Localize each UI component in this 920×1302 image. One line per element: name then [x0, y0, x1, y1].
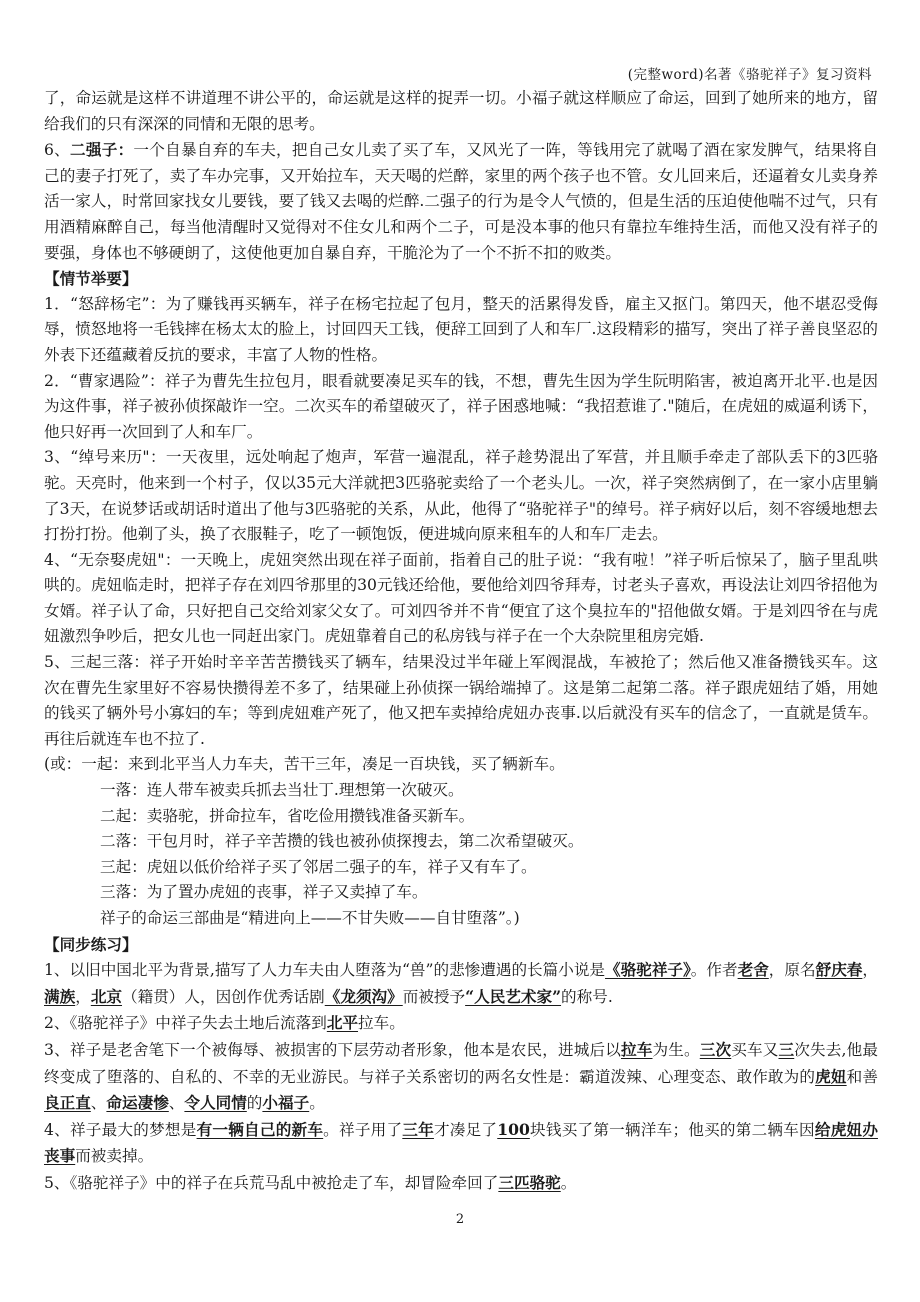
- question-text: 而被授予: [402, 987, 466, 1006]
- plot-item: 1．“怒辞杨宅”：为了赚钱再买辆车，祥子在杨宅拉起了包月，整天的活累得发昏，雇主又抠门。第四天，他不堪忍受侮辱，愤怒地将一毛钱摔在杨太太的脸上，讨回四天工钱，便辞工回到了人和车厂.这段精彩的描写，突出了祥子善良坚忍的外表下还蕴藏着反抗的要求，丰富了人物的性格。: [44, 294, 878, 364]
- question-text: 次失去,他最终变成了堕落的、自私的、不幸的无业游民。与祥子关系密切的两名女性是：霸道泼辣、心理变态、敢作敢为的: [44, 1040, 878, 1086]
- answer-text: 命运凄惨: [106, 1093, 169, 1113]
- alt-summary-line: 一落：连人带车被卖兵抓去当壮丁.理想第一次破灭。: [100, 781, 464, 800]
- practice-question-3: [44, 1037, 878, 1117]
- practice-question-4: [44, 1117, 878, 1170]
- question-text: 、: [168, 1094, 185, 1113]
- character-description: 一个自暴自弃的车夫，把自己女儿卖了买了车，又风光了一阵，等钱用完了就喝了酒在家发脾气，结果将自己的妻子打死了，卖了车办完事，又开始拉车，天天喝的烂醉，家里的两个孩子也不管。女儿回来后，还逼着女儿卖身养活一家人，时常回家找女儿要钱，要了钱又去喝的烂醉.二强子的行为是令人气愤的，但是生活的压迫使他喘不过气，只有用酒精麻醉自己，每当他清醒时又觉得对不住女儿和两个二子，可是没本事的他只有靠拉车维持生活，而他又没有祥子的要强，身体也不够硬朗了，这使他更加自暴自弃，干脆沦为了一个不折不扣的败类。: [44, 141, 878, 262]
- plot-item: 2．“曹家遇险”：祥子为曹先生拉包月，眼看就要凑足买车的钱，不想，曹先生因为学生阮明陷害，被迫离开北平.也是因为这件事，祥子被孙侦探敲诈一空。二次买车的希望破灭了，祥子困惑地喊：“我招惹谁了."随后，在虎妞的威逼利诱下，他只好再一次回到了人和车厂。: [44, 371, 878, 441]
- document-body: [44, 86, 878, 1197]
- answer-text: 良正直: [44, 1093, 91, 1113]
- item-number: 6、: [44, 141, 71, 160]
- question-text: 。祥子用了: [323, 1120, 403, 1139]
- question-text: 。: [309, 1094, 325, 1113]
- answer-text: 北京: [90, 986, 123, 1006]
- practice-question-2: [44, 1010, 878, 1037]
- answer-text: 100: [497, 1119, 530, 1139]
- practice-question-1: [44, 957, 878, 1010]
- question-text: 2、《骆驼祥子》中祥子失去土地后流落到: [44, 1014, 327, 1033]
- question-text: 1、以旧中国北平为背景,描写了人力车夫由人堕落为“兽”的悲惨遭遇的长篇小说是: [44, 961, 606, 980]
- page-number: 2: [455, 1212, 465, 1227]
- alt-summary-line: (或：一起：来到北平当人力车夫，苦干三年，凑足一百块钱，买了辆新车。: [44, 755, 565, 774]
- question-text: 块钱买了第一辆洋车；他买的第二辆车因: [529, 1120, 815, 1139]
- question-text: 。作者: [690, 961, 738, 980]
- answer-text: 拉车: [621, 1039, 653, 1059]
- plot-item: 3、“绰号来历"：一天夜里，远处响起了炮声，军营一遍混乱，祥子趁势混出了军营，并且顺手牵走了部队丢下的3匹骆驼。天亮时，他来到一个村子，仅以35元大洋就把3匹骆驼卖给了一个老头儿。一次，祥子突然病倒了，在一家小店里躺了3天，在说梦话或胡话时道出了他与3匹骆驼的关系，从此，他得了“骆驼祥子"的绰号。祥子病好以后，刻不容缓地想去打扮打扮。他剃了头，换了衣服鞋子，吃了一顿饱饭，便进城向原来租车的人和车厂走去。: [44, 448, 878, 544]
- question-text: 而被卖掉。: [75, 1147, 154, 1166]
- question-text: （籍贯）人，因创作优秀话剧: [122, 987, 325, 1006]
- question-text: 的: [246, 1094, 263, 1113]
- question-text: 买车又: [731, 1040, 779, 1059]
- question-text: 3、祥子是老舍笔下一个被侮辱、被损害的下层劳动者形象，他本是农民，进城后以: [44, 1040, 621, 1059]
- question-text: 为生。: [652, 1040, 700, 1059]
- practice-question-5: [44, 1170, 878, 1197]
- answer-text: 《骆驼祥子》: [605, 960, 691, 980]
- question-text: 和善: [846, 1067, 878, 1086]
- question-text: 的称号.: [561, 987, 613, 1006]
- answer-text: 虎妞: [815, 1066, 847, 1086]
- alt-summary-line: 三起：虎妞以低价给祥子买了邻居二强子的车，祥子又有车了。: [100, 857, 537, 876]
- alt-summary-line: 三落：为了置办虎妞的丧事，祥子又卖掉了车。: [100, 883, 428, 902]
- answer-text: 《龙须沟》: [324, 986, 403, 1006]
- question-text: 拉车。: [358, 1014, 405, 1033]
- paragraph-erqiangzi: [44, 137, 878, 266]
- answer-text: “人民艺术家”: [465, 986, 562, 1006]
- answer-text: 北平: [326, 1013, 359, 1033]
- alt-summary-line: 二起：卖骆驼，拼命拉车，省吃俭用攒钱准备买新车。: [100, 806, 475, 825]
- answer-text: 三年: [402, 1119, 434, 1139]
- question-text: ，: [862, 961, 878, 980]
- plot-item: 5、三起三落：祥子开始时辛辛苦苦攒钱买了辆车，结果没过半年碰上军阀混战，车被抢了；然后他又准备攒钱买车。这次在曹先生家里好不容易快攒得差不多了，结果碰上孙侦探一锅给端掉了。这是第二起第二落。祥子跟虎妞结了婚，用她的钱买了辆外号小寡妇的车；等到虎妞难产死了，他又把车卖掉给虎妞办丧事.以后就没有买车的信念了，一直就是赁车。再往后就连车也不拉了.: [44, 653, 878, 748]
- answer-text: 有一辆自己的新车: [196, 1119, 324, 1139]
- answer-text: 满族: [44, 986, 76, 1006]
- answer-text: 给虎妞办丧事: [44, 1119, 878, 1166]
- alt-summary-line: 祥子的命运三部曲是“精进向上——不甘失败——自甘堕落”。): [100, 909, 520, 927]
- answer-text: 三匹骆驼: [498, 1172, 561, 1192]
- answer-text: 舒庆春: [815, 960, 863, 980]
- question-text: 。: [560, 1173, 577, 1192]
- answer-text: 令人同情: [184, 1093, 247, 1113]
- question-text: ，原名: [768, 961, 816, 980]
- section-heading-plot: 【情节举要】: [44, 269, 138, 289]
- question-text: 、: [90, 1094, 107, 1113]
- page-header: (完整word)名著《骆驼祥子》复习资料: [627, 67, 872, 83]
- character-label: 二强子：: [70, 140, 134, 160]
- answer-text: 三: [778, 1039, 795, 1059]
- paragraph-xiaofuzi-end: 了，命运就是这样不讲道理不讲公平的，命运就是这样的捉弄一切。小福子就这样顺应了命运，回到了她所来的地方，留给我们的只有深深的同情和无限的思考。: [44, 89, 878, 133]
- section-heading-practice: 【同步练习】: [44, 934, 138, 954]
- question-text: 4、祥子最大的梦想是: [44, 1120, 197, 1139]
- alt-summary-line: 二落：干包月时，祥子辛苦攒的钱也被孙侦探搜去，第二次希望破灭。: [100, 832, 584, 851]
- answer-text: 老舍: [737, 960, 769, 980]
- answer-text: 小福子: [262, 1093, 310, 1113]
- answer-text: 三次: [699, 1039, 732, 1059]
- question-text: ，: [75, 987, 91, 1006]
- question-text: 才凑足了: [433, 1120, 498, 1139]
- question-text: 5、《骆驼祥子》中的祥子在兵荒马乱中被抢走了车，却冒险牵回了: [44, 1173, 499, 1192]
- plot-item: 4、“无奈娶虎妞"：一天晚上，虎妞突然出现在祥子面前，指着自己的肚子说：“我有啦！”祥子听后惊呆了，脑子里乱哄哄的。虎妞临走时，把祥子存在刘四爷那里的30元钱还给他，要他给刘四爷拜寿，讨老头子喜欢，再设法让刘四爷招他为女婿。祥子认了命，只好把自己交给刘家父女了。可刘四爷并不肯“便宜了这个臭拉车的"招他做女婿。于是刘四爷在与虎妞激烈争吵后，把女儿也一同赶出家门。虎妞靠着自己的私房钱与祥子在一个大杂院里租房完婚.: [44, 550, 878, 646]
